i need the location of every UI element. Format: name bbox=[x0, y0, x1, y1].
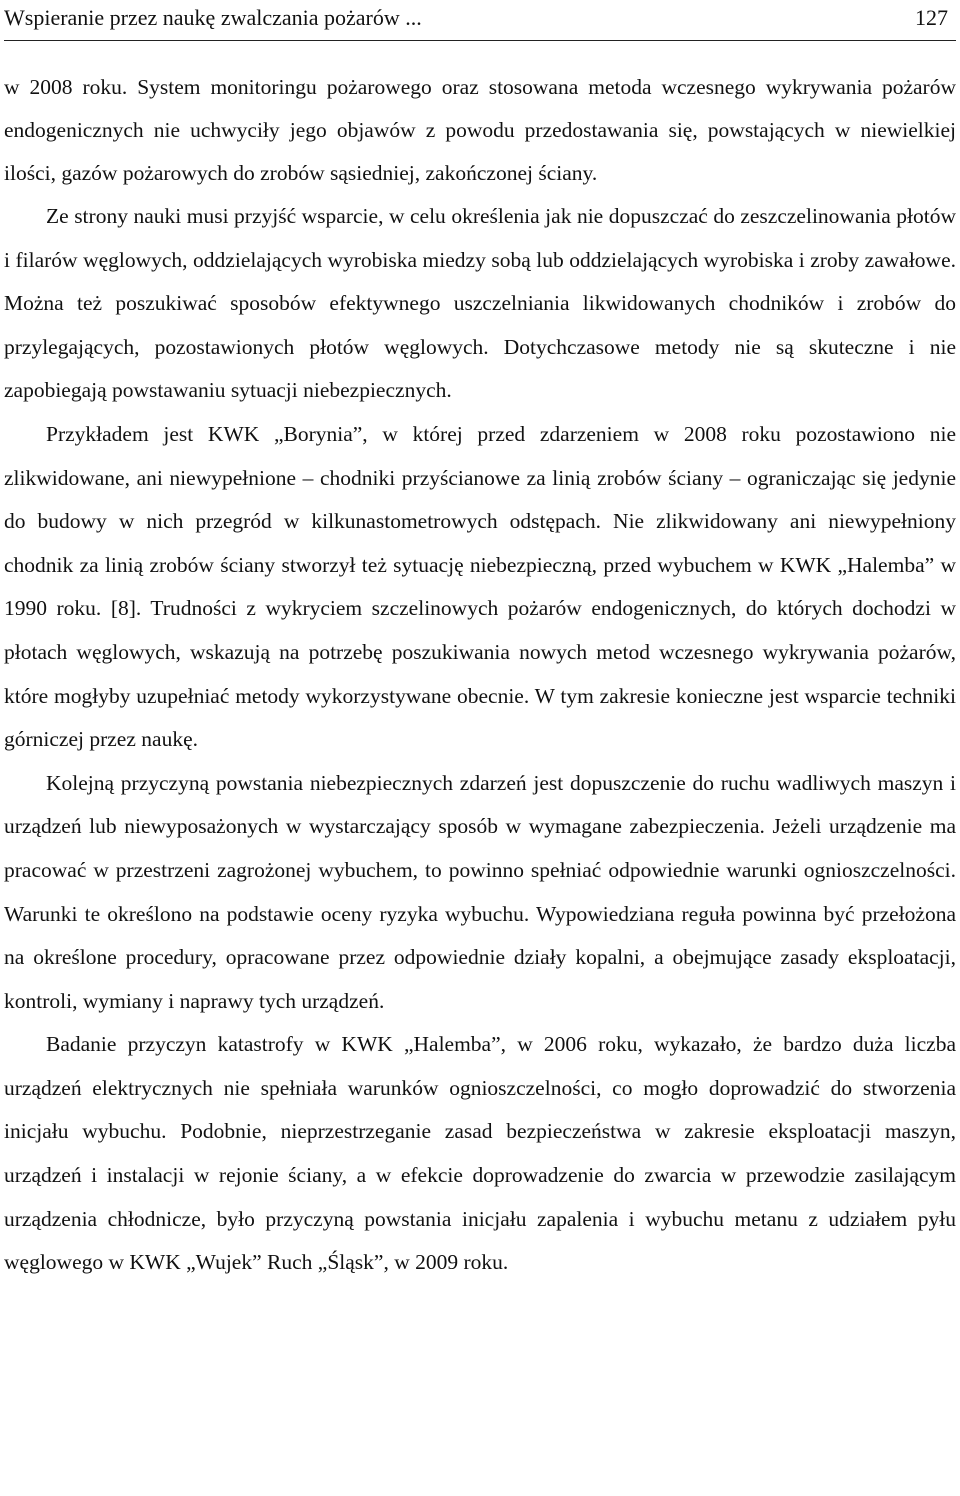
paragraph-faulty-machines: Kolejną przyczyną powstania niebezpiecznych zdarzeń jest dopuszczenie do ruchu wadliwych maszyn i urządzeń lub niewyposażonych w wystarczający sposób w wymagane zabezpieczenia. Jeżeli urządzenie ma pracować w przestrzeni zagrożonej wybuchem, to powinno spełniać odpowiednie warunki ognioszczelności. Warunki te określono na podstawie oceny ryzyka wybuchu. Wypowiedziana reguła powinna być przełożona na określone procedury, opracowane przez odpowiednie działy kopalni, a obejmujące zasady eksploatacji, kontroli, wymiany i naprawy tych urządzeń. bbox=[4, 770, 956, 1013]
paragraph-halemba-investigation: Badanie przyczyn katastrofy w KWK „Halemba”, w 2006 roku, wykazało, że bardzo duża liczba urządzeń elektrycznych nie spełniała warunków ognioszczelności, co mogło doprowadzić do stworzenia inicjału wybuchu. Podobnie, nieprzestrzeganie zasad bezpieczeństwa w zakresie eksploatacji maszyn, urządzeń i instalacji w rejonie ściany, a w efekcie doprowadzenie do zwarcia w przewodzie zasilającym urządzenia chłodnicze, było przyczyną powstania inicjału zapalenia i wybuchu metanu z udziałem pyłu węglowego w KWK „Wujek” Ruch „Śląsk”, w 2009 roku. bbox=[4, 1032, 956, 1275]
paragraph-continuation: w 2008 roku. System monitoringu pożarowego oraz stosowana metoda wczesnego wykrywania pożarów endogenicznych nie uchwyciły jego objawów z powodu przedostawania się, powstających w niewielkiej ilości, gazów pożarowych do zrobów sąsiedniej, zakończonej ściany. bbox=[4, 75, 956, 185]
running-header bbox=[4, 0, 956, 41]
body-text bbox=[4, 66, 956, 1285]
page-number: 127 bbox=[915, 5, 948, 30]
paragraph-science-support: Ze strony nauki musi przyjść wsparcie, w celu określenia jak nie dopuszczać do zeszczelinowania płotów i filarów węglowych, oddzielających wyrobiska miedzy sobą lub oddzielających wyrobiska i zroby zawałowe. Można też poszukiwać sposobów efektywnego uszczelniania likwidowanych chodników i zrobów do przylegających, pozostawionych płotów węglowych. Dotychczasowe metody nie są skuteczne i nie zapobiegają powstawaniu sytuacji niebezpiecznych. bbox=[4, 204, 956, 403]
paragraph-borynia-example: Przykładem jest KWK „Borynia”, w której przed zdarzeniem w 2008 roku pozostawiono nie zlikwidowane, ani niewypełnione – chodniki przyścianowe za linią zrobów ściany – ograniczając się jedynie do budowy w nich przegród w kilkunastometrowych odstępach. Nie zlikwidowany ani niewypełniony chodnik za linią zrobów ściany stworzył też sytuację niebezpieczną, przed wybuchem w KWK „Halemba” w 1990 roku. [8]. Trudności z wykryciem szczelinowych pożarów endogenicznych, do których dochodzi w płotach węglowych, wskazują na potrzebę poszukiwania nowych metod wczesnego wykrywania pożarów, które mogłyby uzupełniać metody wykorzystywane obecnie. W tym zakresie konieczne jest wsparcie techniki górniczej przez naukę. bbox=[4, 421, 956, 752]
running-header-title: Wspieranie przez naukę zwalczania pożarów ... bbox=[4, 5, 422, 30]
